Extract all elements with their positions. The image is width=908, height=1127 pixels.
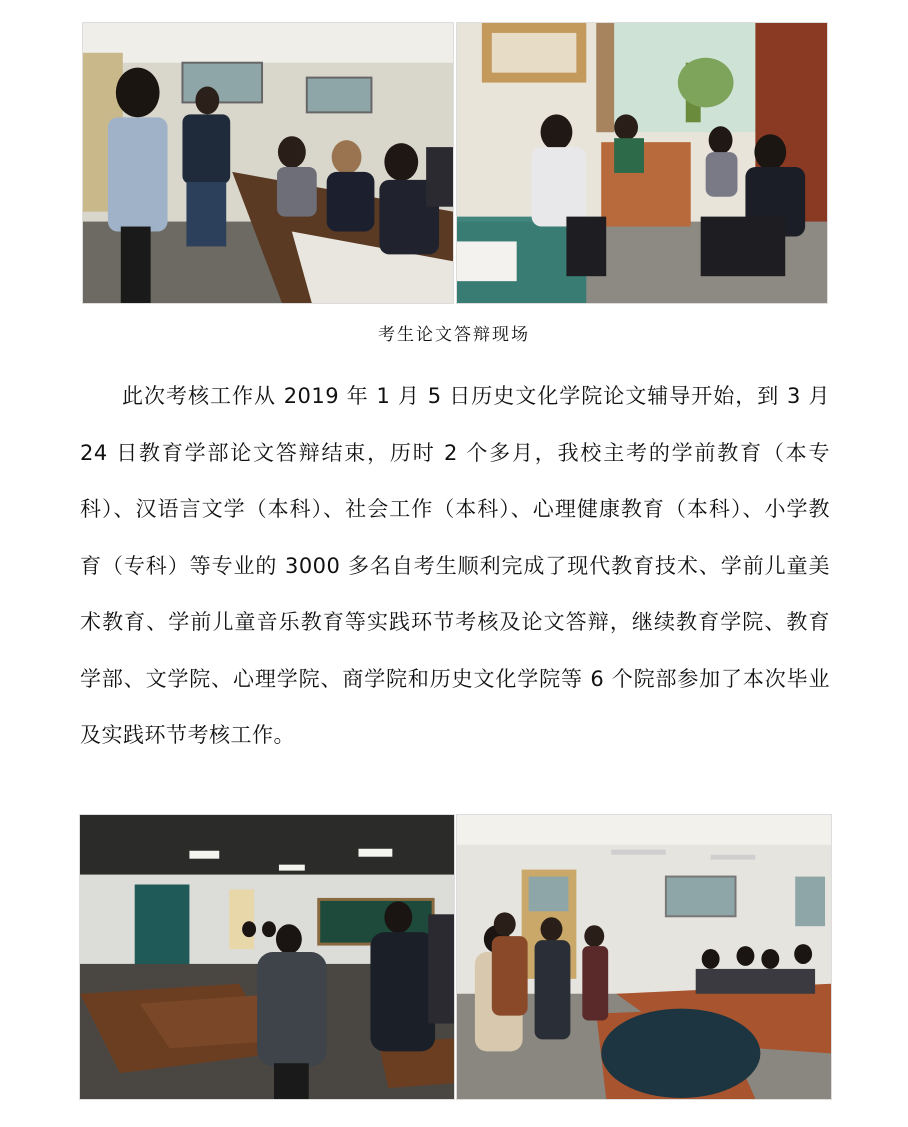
thesis-defense-classroom-photo [82, 22, 454, 304]
thesis-defense-office-photo [456, 22, 828, 304]
lecture-hall-photo [79, 814, 455, 1100]
classroom-examination-photo [456, 814, 832, 1100]
photo-caption: 考生论文答辩现场 [378, 325, 530, 345]
body-paragraph: 此次考核工作从 2019 年 1 月 5 日历史文化学院论文辅导开始，到 3 月 24 日教育学部论文答辩结束，历时 2 个多月，我校主考的学前教育（本专科）、汉语言文学（本科）、社会工作（本科）、心理健康教育（本科）、小学教育（专科）等专业的 3000 多名自考生顺利完成了现代教育技术、学前儿童美术教育、学前儿童音乐教育等实践环节考核及论文答辩，继续教育学院、教育学部、文学院、心理学院、商学院和历史文化学院等 6 个院部参加了本次毕业及实践环节考核工作。 [80, 384, 830, 747]
